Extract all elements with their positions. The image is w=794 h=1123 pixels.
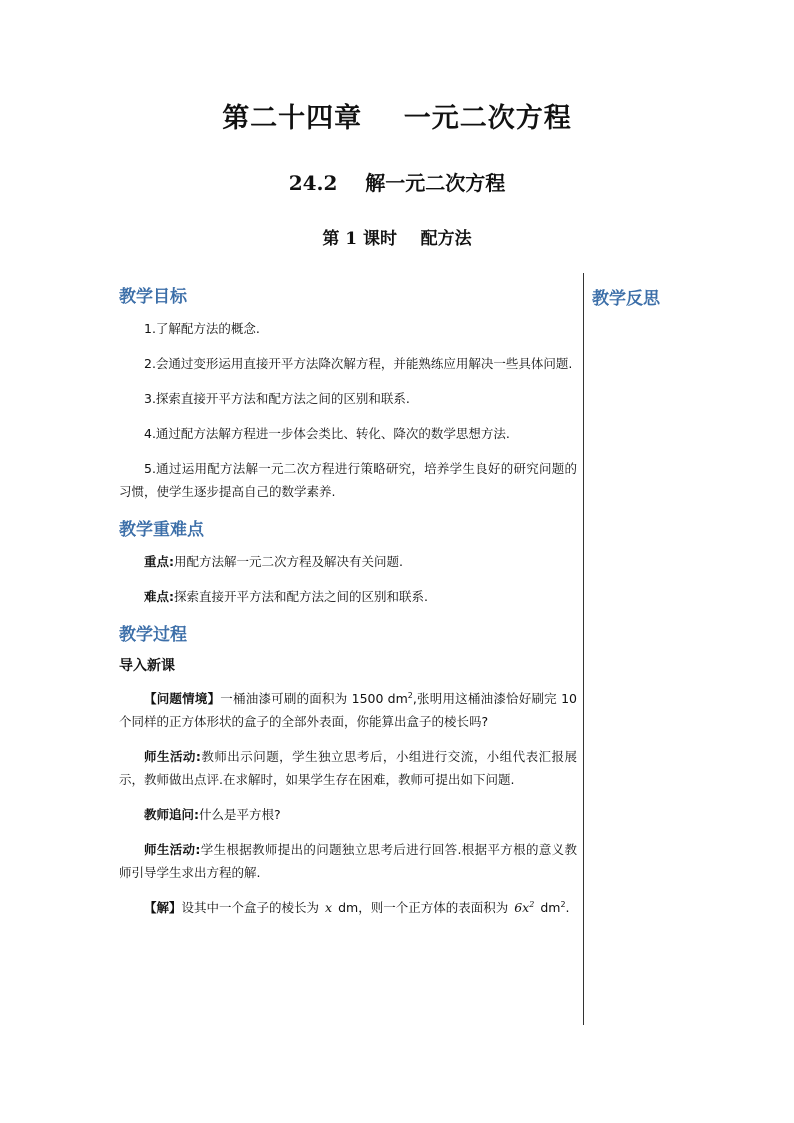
question-label: 教师追问:: [144, 807, 199, 822]
focus-point: [119, 550, 577, 573]
solution-expr: [514, 900, 534, 915]
solution-expr-coef: 6: [514, 900, 523, 915]
scenario-text-2: ,张明用这桶油漆恰好刷完 10 个同样的正方体形状的盒子的全部外表面，你能算出盒子的棱长吗?: [119, 691, 577, 729]
reflection-heading: 教学反思: [592, 289, 660, 309]
objective-item-1: 1.了解配方法的概念.: [144, 321, 260, 336]
solution-text-2: dm，则一个正方体的表面积为: [338, 900, 509, 915]
activity2-text: 学生根据教师提出的问题独立思考后进行回答.根据平方根的意义教师引导学生求出方程的解.: [119, 842, 577, 880]
activity1-text: 教师出示问题，学生独立思考后，小组进行交流，小组代表汇报展示，教师做出点评.在求解时，如果学生存在困难，教师可提出如下问题.: [119, 749, 577, 787]
difficulty-text: 探索直接开平方法和配方法之间的区别和联系.: [174, 589, 428, 604]
problem-scenario: [119, 687, 577, 733]
main-column: [119, 282, 577, 931]
objectives-heading: 教学目标: [119, 287, 187, 307]
solution-text-1: 设其中一个盒子的棱长为: [181, 900, 320, 915]
scenario-label: 【问题情境】: [144, 691, 221, 706]
intro-heading: 导入新课: [119, 658, 175, 674]
solution-var: x: [325, 900, 333, 915]
solution: [119, 896, 577, 919]
focus-label: 重点:: [144, 554, 174, 569]
solution-expr-var: x: [522, 900, 530, 915]
process-heading: 教学过程: [119, 625, 187, 645]
activity2-label: 师生活动:: [144, 842, 201, 857]
question-text: 什么是平方根?: [199, 807, 281, 822]
solution-unit-sup: 2: [560, 899, 566, 909]
solution-label: 【解】: [144, 900, 182, 915]
lesson-title: 第 1 课时 配方法: [322, 229, 472, 249]
section-title: 24.2 解一元二次方程: [288, 171, 506, 195]
chapter-title: 第二十四章 一元二次方程: [222, 103, 572, 134]
activity-2: [119, 838, 577, 884]
column-divider: [583, 273, 584, 1025]
objective-item-4: 4.通过配方法解方程进一步体会类比、转化、降次的数学思想方法.: [144, 426, 510, 441]
objective-item-3: 3.探索直接开平方法和配方法之间的区别和联系.: [144, 391, 410, 406]
activity1-label: 师生活动:: [144, 749, 201, 764]
solution-end: .: [565, 900, 570, 915]
activity-1: [119, 745, 577, 791]
teacher-question: [119, 803, 577, 826]
focus-text: 用配方法解一元二次方程及解决有关问题.: [174, 554, 403, 569]
scenario-sup: 2: [407, 690, 413, 700]
objective-item-5: 5.通过运用配方法解一元二次方程进行策略研究，培养学生良好的研究问题的习惯，使学生逐步提高自己的数学素养.: [119, 461, 577, 499]
scenario-text-1: 一桶油漆可刷的面积为 1500 dm: [220, 691, 408, 706]
objective-item-2: 2.会通过变形运用直接开平方法降次解方程，并能熟练应用解决一些具体问题.: [144, 356, 573, 371]
solution-unit: dm: [540, 900, 561, 915]
key-points-heading: 教学重难点: [119, 520, 204, 540]
difficulty-point: [119, 585, 577, 608]
difficulty-label: 难点:: [144, 589, 174, 604]
solution-expr-sup: 2: [529, 899, 535, 909]
